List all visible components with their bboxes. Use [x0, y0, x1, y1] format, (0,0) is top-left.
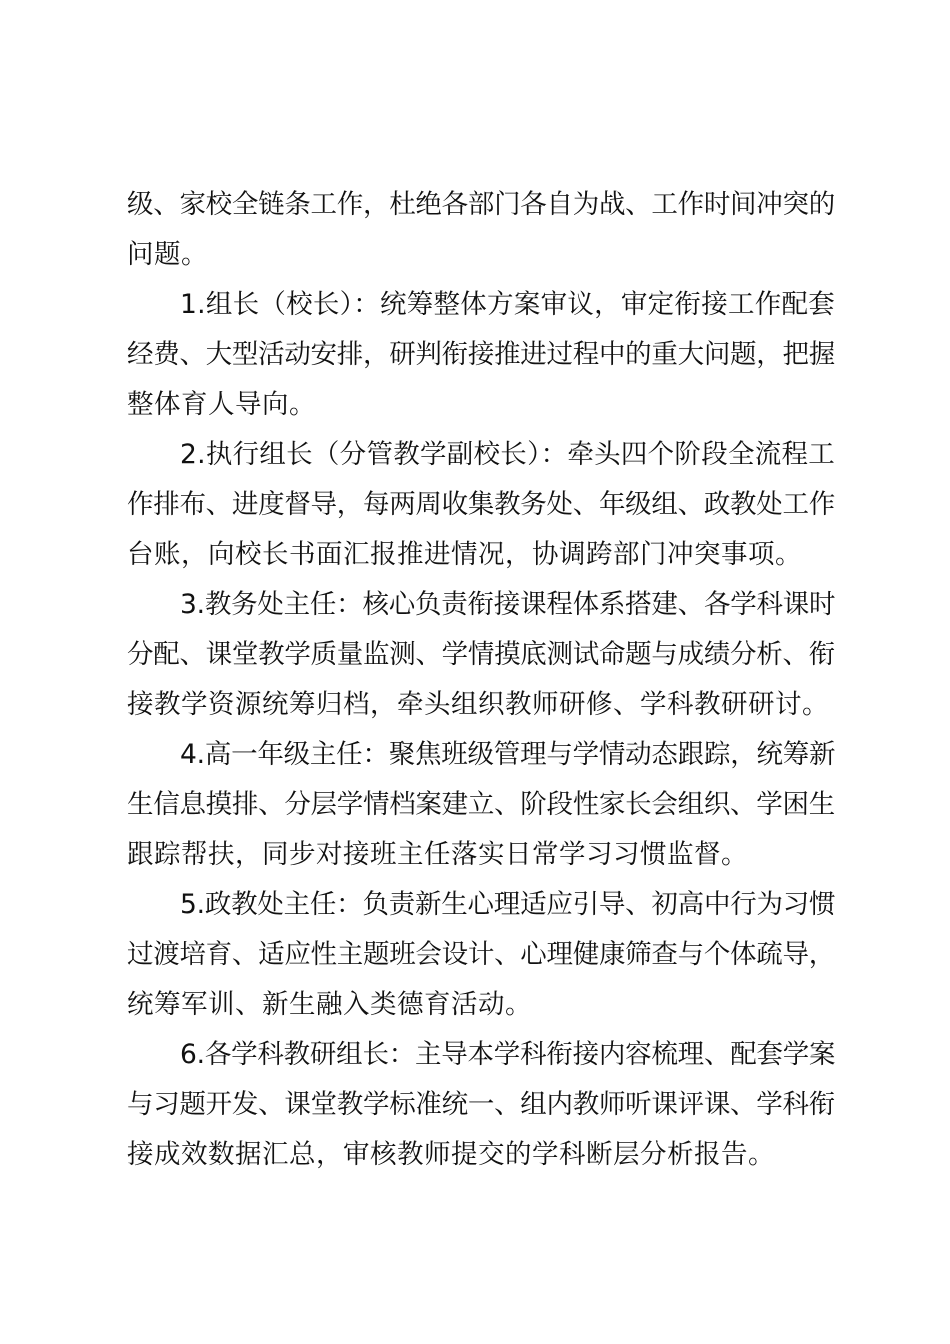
text-line: 接成效数据汇总，审核教师提交的学科断层分析报告。 — [127, 1139, 775, 1170]
text-line: 经费、大型活动安排，研判衔接推进过程中的重大问题，把握 — [127, 339, 835, 370]
paragraph-team-leader — [127, 280, 835, 430]
text-line: 台账，向校长书面汇报推进情况，协调跨部门冲突事项。 — [127, 539, 802, 570]
text-line: 级、家校全链条工作，杜绝各部门各自为战、工作时间冲突的 — [127, 189, 835, 220]
text-line: 问题。 — [127, 239, 208, 270]
text-line: 生信息摸排、分层学情档案建立、阶段性家长会组织、学困生 — [127, 789, 835, 820]
text-line: 3.教务处主任：核心负责衔接课程体系搭建、各学科课时 — [180, 589, 836, 620]
text-line: 4.高一年级主任：聚焦班级管理与学情动态跟踪，统筹新 — [180, 739, 836, 770]
text-line: 5.政教处主任：负责新生心理适应引导、初高中行为习惯 — [180, 889, 836, 920]
text-line: 2.执行组长（分管教学副校长）：牵头四个阶段全流程工 — [180, 439, 836, 470]
paragraph-subject-research-leaders — [127, 1030, 835, 1180]
text-line: 跟踪帮扶，同步对接班主任落实日常学习习惯监督。 — [127, 839, 748, 870]
text-line: 统筹军训、新生融入类德育活动。 — [127, 989, 532, 1020]
paragraph-intro-continuation — [127, 180, 835, 280]
paragraph-academic-affairs-director — [127, 580, 835, 730]
text-line: 分配、课堂教学质量监测、学情摸底测试命题与成绩分析、衔 — [127, 639, 835, 670]
text-line: 接教学资源统筹归档，牵头组织教师研修、学科教研研讨。 — [127, 689, 829, 720]
document-body — [127, 180, 835, 1180]
text-line: 6.各学科教研组长：主导本学科衔接内容梳理、配套学案 — [180, 1039, 836, 1070]
paragraph-grade-director — [127, 730, 835, 880]
text-line: 整体育人导向。 — [127, 389, 316, 420]
text-line: 作排布、进度督导，每两周收集教务处、年级组、政教处工作 — [127, 489, 835, 520]
paragraph-political-education-director — [127, 880, 835, 1030]
text-line: 1.组长（校长）：统筹整体方案审议，审定衔接工作配套 — [180, 289, 836, 320]
text-line: 过渡培育、适应性主题班会设计、心理健康筛查与个体疏导， — [127, 939, 835, 970]
text-line: 与习题开发、课堂教学标准统一、组内教师听课评课、学科衔 — [127, 1089, 835, 1120]
paragraph-executive-leader — [127, 430, 835, 580]
